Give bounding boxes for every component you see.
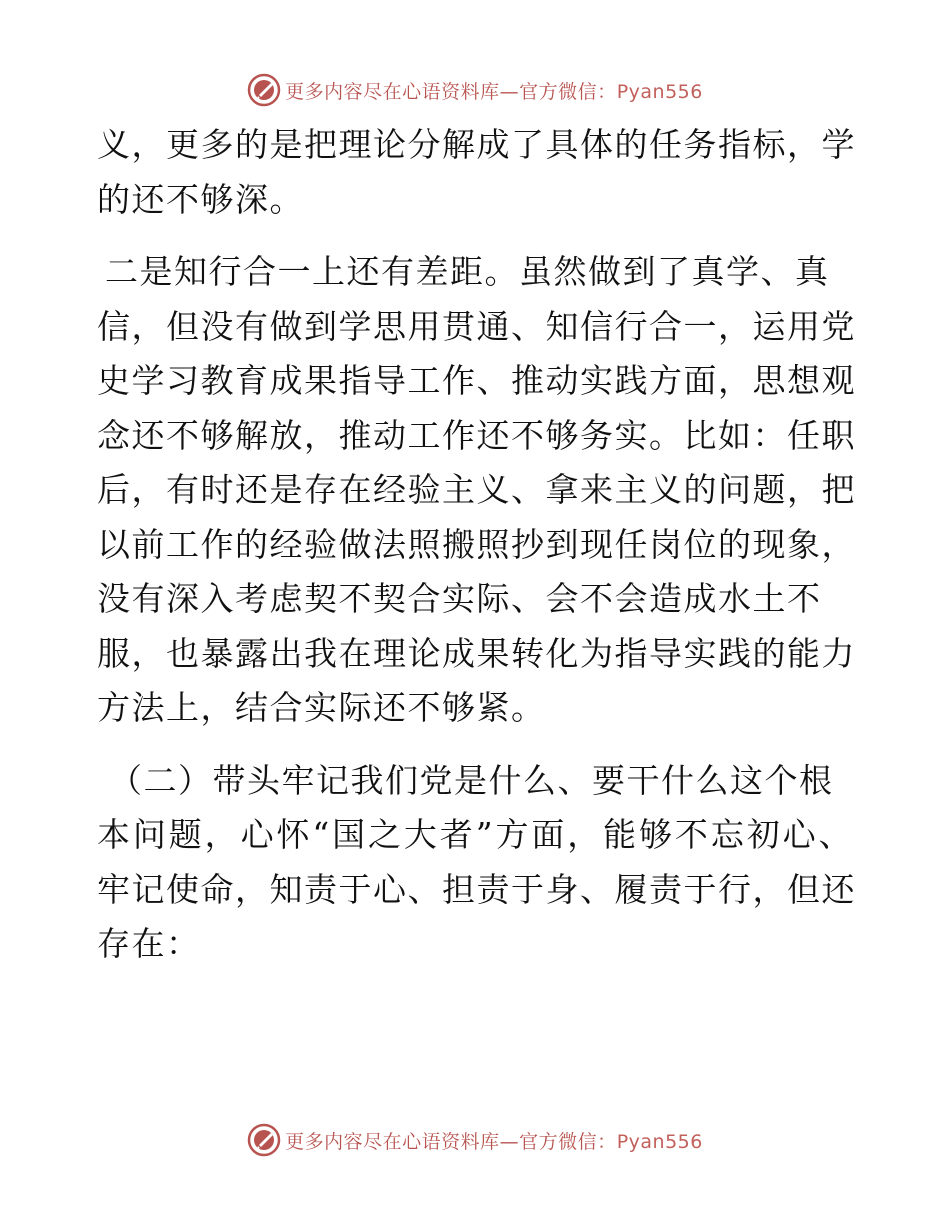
text-line: 义，更多的是把理论分解成了具体的任务指标，学 xyxy=(97,125,856,164)
header-brand-text: 更多内容尽在心语资料库 xyxy=(285,80,500,103)
brand-logo-icon xyxy=(247,73,281,107)
text-line: 以前工作的经验做法照搬照抄到现任岗位的现象， xyxy=(97,524,856,564)
text-line: 没有深入考虑契不契合实际、会不会造成水土不 xyxy=(97,579,822,618)
header-dash: — xyxy=(499,80,520,103)
text-line: 信，但没有做到学思用贯通、知信行合一，运用党 xyxy=(97,306,856,346)
footer-watermark xyxy=(0,1120,950,1160)
document-body xyxy=(97,118,856,972)
text-line: 本问题，心怀“国之大者”方面，能够不忘初心、 xyxy=(97,815,853,854)
text-line: 的还不够深。 xyxy=(97,179,304,219)
text-line: 服，也暴露出我在理论成果转化为指导实践的能力 xyxy=(97,633,856,673)
footer-wechat-id: Pyan556 xyxy=(616,1130,703,1153)
text-line: 后，有时还是存在经验主义、拿来主义的问题，把 xyxy=(97,470,856,509)
paragraph-3 xyxy=(97,754,856,972)
footer-brand-text: 更多内容尽在心语资料库 xyxy=(285,1130,500,1153)
text-line: （二）带头牢记我们党是什么、要干什么这个根 xyxy=(109,760,834,800)
text-line: 方法上，结合实际还不够紧。 xyxy=(97,688,546,727)
paragraph-2 xyxy=(97,245,856,736)
footer-dash: — xyxy=(499,1130,520,1153)
text-line: 史学习教育成果指导工作、推动实践方面，思想观 xyxy=(97,361,856,400)
text-line: 存在： xyxy=(97,924,201,963)
footer-wechat-label: 官方微信： xyxy=(519,1130,617,1153)
text-line: 二是知行合一上还有差距。虽然做到了真学、真 xyxy=(105,252,830,291)
text-line: 念还不够解放，推动工作还不够务实。比如：任职 xyxy=(97,415,856,455)
paragraph-1 xyxy=(97,118,856,227)
header-wechat-id: Pyan556 xyxy=(616,80,703,103)
brand-logo-icon xyxy=(247,1123,281,1157)
header-watermark xyxy=(0,70,950,110)
header-wechat-label: 官方微信： xyxy=(519,80,617,103)
text-line: 牢记使命，知责于心、担责于身、履责于行，但还 xyxy=(97,869,856,909)
